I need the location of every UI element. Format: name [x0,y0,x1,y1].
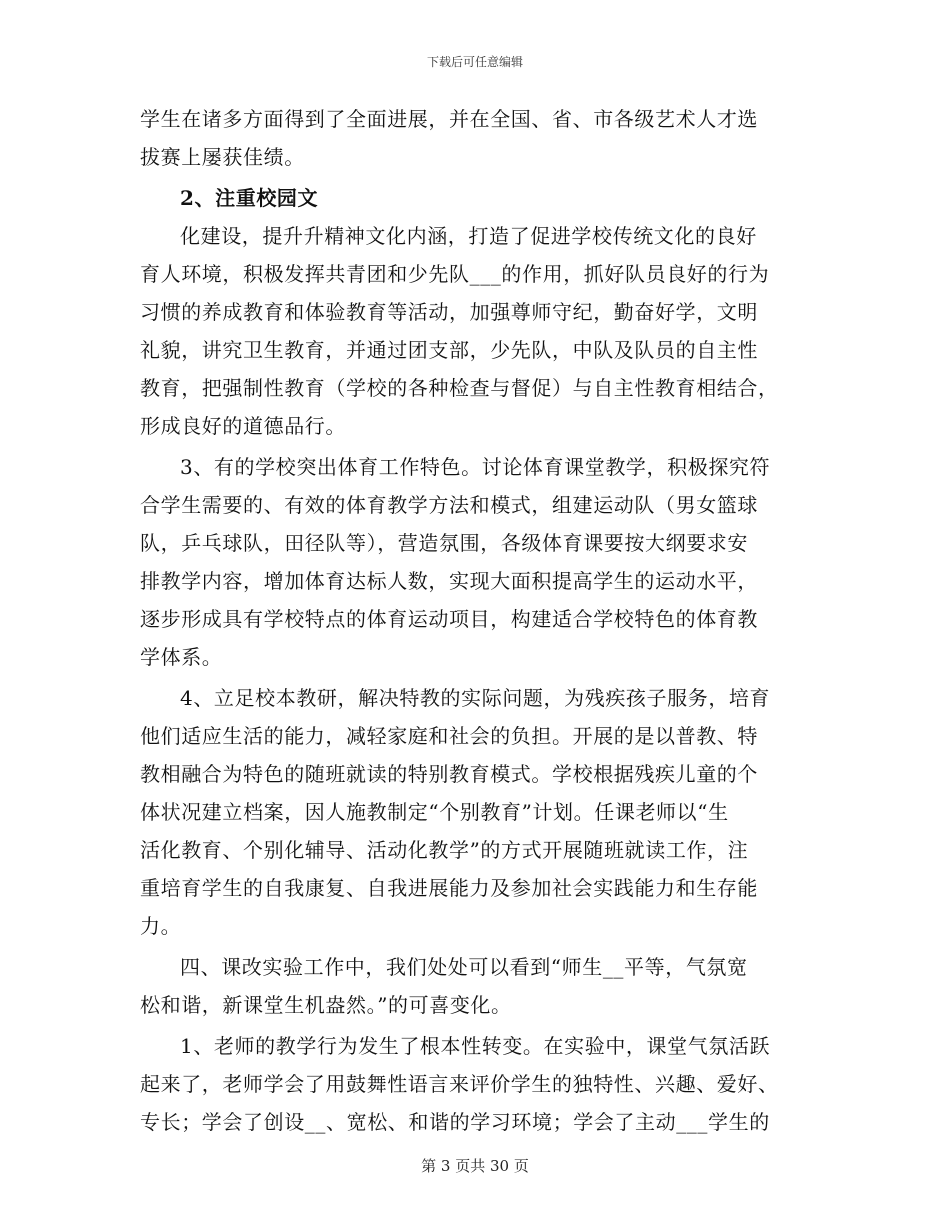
text-line: 拔赛上屡获佳绩。 [140,145,305,169]
text-line: 队，乒乓球队，田径队等），营造氛围，各级体育课要按大纲要求安 [140,531,748,555]
text-line: 礼貌，讲究卫生教育，并通过团支部，少先队，中队及队员的自主性 [140,338,758,362]
section-heading: 2、注重校园文 [180,186,319,210]
text-line: 合学生需要的、有效的体育教学方法和模式，组建运动队（男女篮球 [140,493,758,517]
text-line: 育人环境，积极发挥共青团和少先队___的作用，抓好队员良好的行为 [140,262,770,286]
text-line: 排教学内容，增加体育达标人数，实现大面积提高学生的运动水平， [140,569,758,593]
text-line: 专长；学会了创设__、宽松、和谐的学习环境；学会了主动___学生的 [140,1110,770,1134]
text-line: 习惯的养成教育和体验教育等活动，加强尊师守纪，勤奋好学，文明 [140,300,758,324]
text-line: 松和谐，新课堂生机盎然。”的可喜变化。 [140,993,512,1017]
text-line: 4、立足校本教研，解决特教的实际问题，为残疾孩子服务，培育 [180,686,771,710]
text-line: 他们适应生活的能力，减轻家庭和社会的负担。开展的是以普教、特 [140,724,758,748]
text-line: 体状况建立档案，因人施教制定“个别教育”计划。任课老师以“生 [140,800,729,824]
text-line: 教相融合为特色的随班就读的特别教育模式。学校根据残疾儿童的个 [140,762,758,786]
text-line: 起来了，老师学会了用鼓舞性语言来评价学生的独特性、兴趣、爱好、 [140,1072,779,1096]
text-line: 3、有的学校突出体育工作特色。讨论体育课堂教学，积极探究符 [180,455,771,479]
text-line: 1、老师的教学行为发生了根本性转变。在实验中，课堂气氛活跃 [180,1034,771,1058]
text-line: 学生在诸多方面得到了全面进展，并在全国、省、市各级艺术人才选 [140,107,758,131]
text-line: 活化教育、个别化辅导、活动化教学”的方式开展随班就读工作，注 [140,838,749,862]
text-line: 形成良好的道德品行。 [140,414,346,438]
text-line: 教育，把强制性教育（学校的各种检查与督促）与自主性教育相结合， [140,376,779,400]
document-body [140,100,812,1141]
text-line: 重培育学生的自我康复、自我进展能力及参加社会实践能力和生存能 [140,876,758,900]
text-line: 学体系。 [140,645,223,669]
page-footer: 第 3 页共 30 页 [421,1157,529,1175]
text-line: 化建设，提升升精神文化内涵，打造了促进学校传统文化的良好 [180,224,757,248]
text-line: 逐步形成具有学校特点的体育运动项目，构建适合学校特色的体育教 [140,607,758,631]
text-line: 四、课改实验工作中，我们处处可以看到“师生__平等，气氛宽 [180,955,748,979]
text-line: 力。 [140,914,182,938]
page-header: 下载后可任意编辑 [426,55,523,69]
